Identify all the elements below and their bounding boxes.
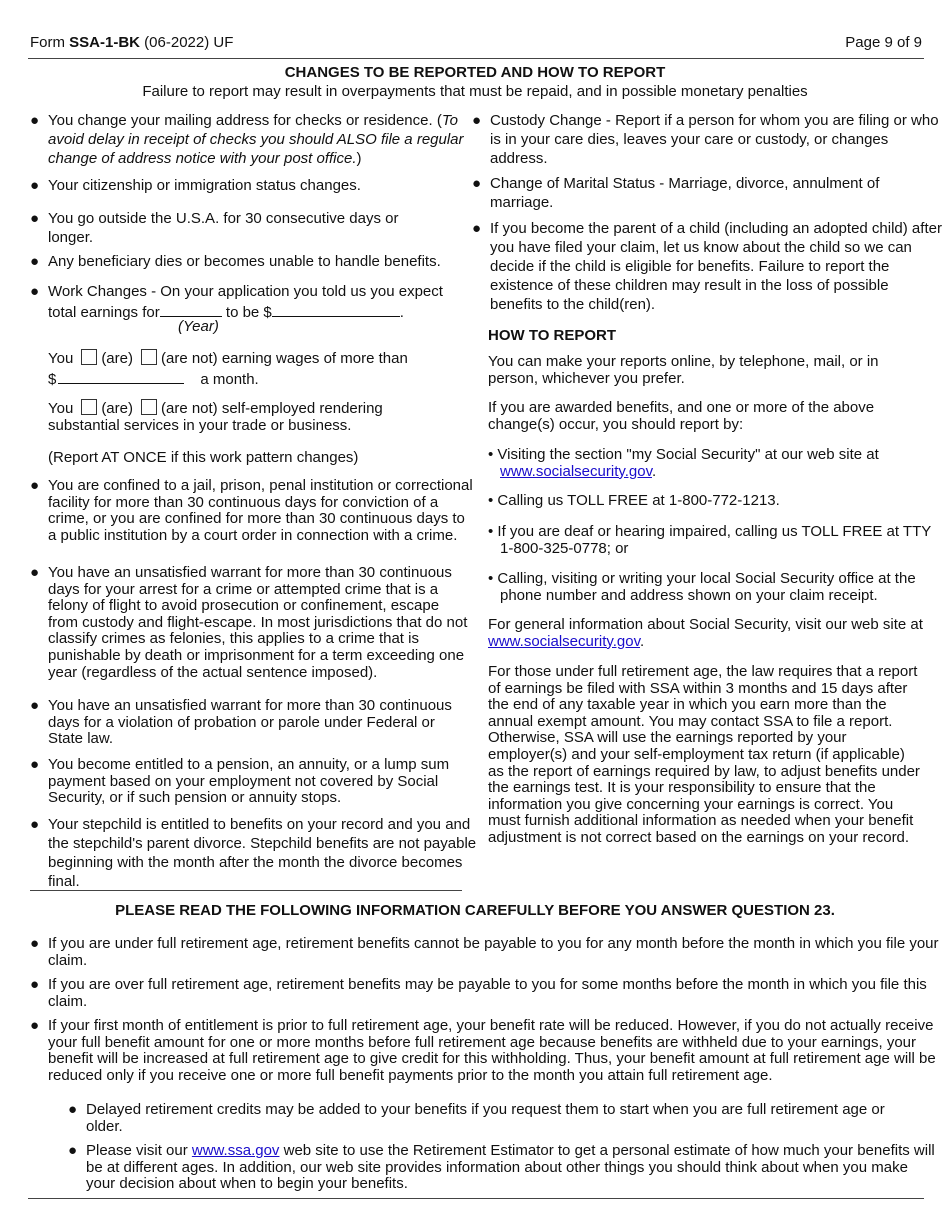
year-field[interactable] [160,303,222,317]
report-tty-item: • If you are deaf or hearing impaired, calling us TOLL FREE at TTY 1-800-325-0778; or [488,523,931,557]
year-label: (Year) [178,318,219,335]
bottom-subitem-estimator: ● Please visit our www.ssa.gov web site to use the Retirement Estimator to get a personal estimate of how much your benefits will be at different ages. In addition, our web site provides information about other things you should think about when you make your decision about when to begin your benefits. [68,1142,935,1193]
substantial-services-text: substantial services in your trade or business. [48,417,352,434]
wages-amount-field[interactable] [58,370,184,384]
list-item-outside-usa: ● You go outside the U.S.A. for 30 consecutive days or longer. [30,210,399,246]
list-item-beneficiary-dies: ● Any beneficiary dies or becomes unable to handle benefits. [30,253,441,270]
socialsecurity-link[interactable]: www.socialsecurity.gov [500,462,652,480]
question-23-heading: PLEASE READ THE FOLLOWING INFORMATION CAREFULLY BEFORE YOU ANSWER QUESTION 23. [115,902,835,919]
list-item-parent: ● If you become the parent of a child (including an adopted child) after you have filed your claim, let us know about the child so we can decide if the child is eligible for benefits. Failure to report the existence of these children may result in the loss of possible benefits to the child(ren). [472,220,942,313]
list-item-probation: ● You have an unsatisfied warrant for more than 30 continuous days for a violation of probation or parole under Federal or State law. [30,697,452,748]
form-id: Form SSA-1-BK (06-2022) UF [30,34,234,51]
earnings-amount-field[interactable] [272,303,400,317]
earnings-report-text: For those under full retirement age, the law requires that a report of earnings be filed with SSA within 3 months and 15 days after the end of any taxable year in which you earn more than the annual exempt amount. You may contact SSA to file a report. Otherwise, SSA will use the earnings reported by your employer(s) and your self-employment tax return (if applicable) as the report of earnings required by law, to adjust benefits under the earnings test. It is your responsibility to ensure that the information you give concerning your earnings is correct. You must furnish additional information as needed when your benefit adjustment is not correct based on the earnings on your record. [488,663,920,846]
wages-amount-line: $ a month. [48,371,259,388]
divider [28,1198,924,1199]
list-item-work-changes: ● Work Changes - On your application you told us you expect [30,283,443,300]
list-item-citizenship: ● Your citizenship or immigration status changes. [30,177,361,194]
bottom-item-first-month: ● If your first month of entitlement is prior to full retirement age, your benefit rate will be reduced. However, if you do not actually receive your full benefit amount for one or more months before full retirement age because benefits are withheld due to your earnings, your benefit will be increased at full retirement age to give credit for this withholding. Thus, your benefit amount at full retirement age will be reduced only if you receive one or more full benefit payments prior to the month you attain full retirement age. [30,1017,936,1084]
section-title: CHANGES TO BE REPORTED AND HOW TO REPORT [284,64,666,81]
divider [30,890,462,891]
bottom-subitem-delayed: ● Delayed retirement credits may be added to your benefits if you request them to start when you are full retirement age or older. [68,1101,885,1135]
socialsecurity-link[interactable]: www.socialsecurity.gov [488,632,640,650]
page-number: Page 9 of 9 [845,34,922,51]
general-info-text: For general information about Social Security, visit our web site at www.socialsecurity.gov. [488,616,923,650]
list-item-jail: ● You are confined to a jail, prison, penal institution or correctional facility for more than 30 continuous days for conviction of a crime, or you are confined for more than 30 continuous days to a public institution by a court order in connection with a crime. [30,477,473,544]
how-to-report-heading: HOW TO REPORT [488,327,617,344]
self-employed-line: You (are) (are not) self-employed rendering [48,400,383,417]
report-online-item: • Visiting the section "my Social Security" at our web site at www.socialsecurity.gov. [488,446,879,480]
ssa-gov-link[interactable]: www.ssa.gov [191,1142,280,1159]
report-once-text: (Report AT ONCE if this work pattern changes) [48,449,359,466]
section-subtitle: Failure to report may result in overpayments that must be repaid, and in possible monetary penalties [142,83,808,100]
list-item-warrant: ● You have an unsatisfied warrant for more than 30 continuous days for your arrest for a crime or attempted crime that is a felony of flight to avoid prosecution or confinement, escape from custody and flight-escape. In most jurisdictions that do not classify crimes as felonies, this applies to a crime that is punishable by death or imprisonment for a term exceeding one year (regardless of the actual sentence imposed). [30,564,468,681]
list-item-pension: ● You become entitled to a pension, an annuity, or a lump sum payment based on your employment not covered by Social Security, or if such pension or annuity stops. [30,756,450,807]
wages-line: You (are) (are not) earning wages of more than [48,350,408,367]
bottom-item-under-fra: ● If you are under full retirement age, retirement benefits cannot be payable to you for any month before the month in which you file your claim. [30,935,939,969]
list-item-custody: ● Custody Change - Report if a person for whom you are filing or who is in your care dies, leaves your care or custody, or changes address. [472,112,939,167]
divider [28,58,924,59]
report-phone-item: • Calling us TOLL FREE at 1-800-772-1213. [488,492,780,509]
wages-are-not-checkbox[interactable] [141,349,157,365]
list-item-marital: ● Change of Marital Status - Marriage, divorce, annulment of marriage. [472,175,880,211]
wages-are-checkbox[interactable] [81,349,97,365]
report-office-item: • Calling, visiting or writing your local Social Security office at the phone number and address shown on your claim receipt. [488,570,916,604]
earnings-line: total earnings for to be $ . [48,304,404,321]
list-item-address: ● You change your mailing address for checks or residence. (To avoid delay in receipt of checks you should ALSO file a regular change of address notice with your post office.) [30,112,464,167]
awarded-text: If you are awarded benefits, and one or more of the above change(s) occur, you should report by: [488,399,875,433]
how-intro-text: You can make your reports online, by telephone, mail, or in person, whichever you prefer. [488,353,879,387]
self-employed-are-checkbox[interactable] [81,399,97,415]
bottom-item-over-fra: ● If you are over full retirement age, retirement benefits may be payable to you for some months before the month in which you file this claim. [30,976,927,1010]
list-item-stepchild: ● Your stepchild is entitled to benefits on your record and you and the stepchild's parent divorce. Stepchild benefits are not payable beginning with the month after the month the divorce becomes final. [30,816,477,890]
self-employed-are-not-checkbox[interactable] [141,399,157,415]
